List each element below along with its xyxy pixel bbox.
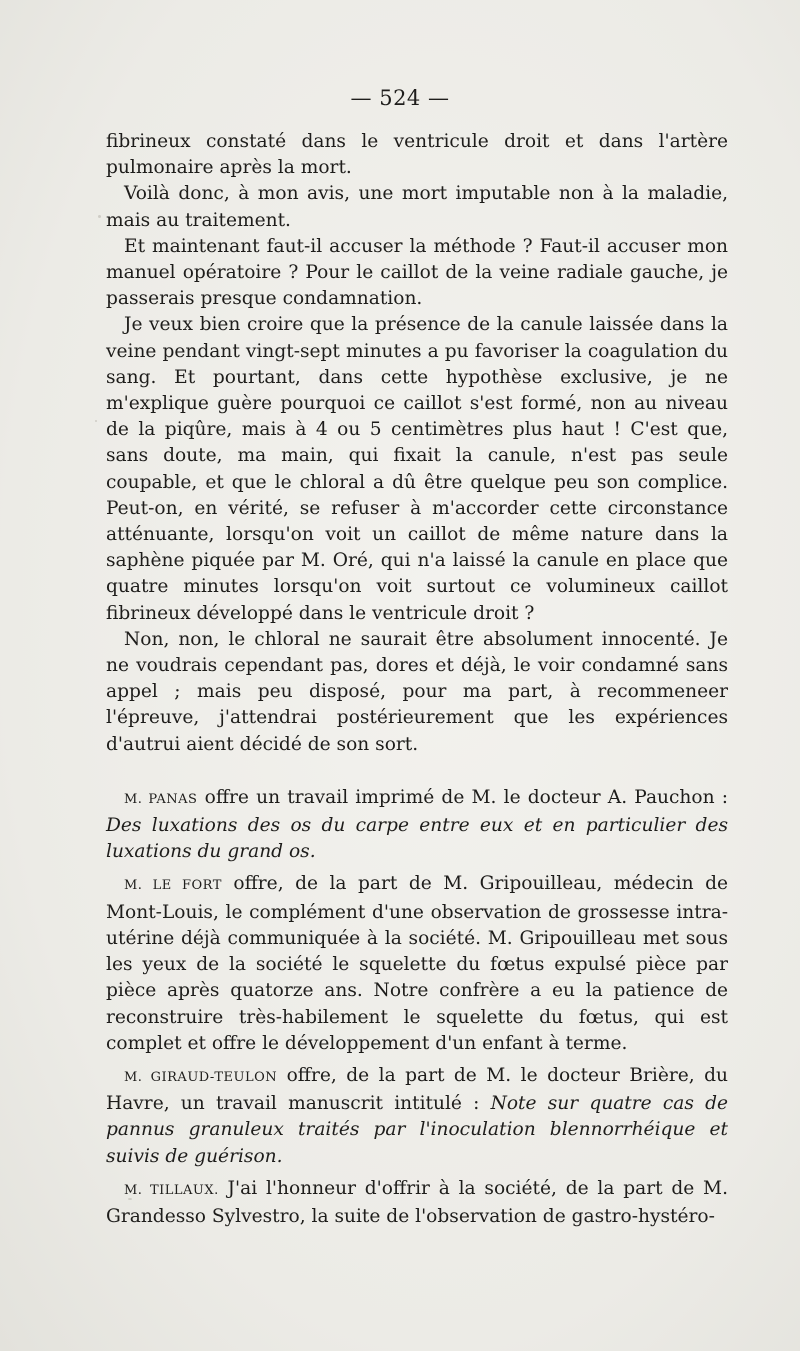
work-title: Note sur quatre cas de pannus granuleux traités par l'inoculation blennorrhéique et suivis de guérison. [106, 1093, 728, 1167]
entry-text: J'ai l'honneur d'offrir à la société, de la part de M. Grandesso Sylvestro, la suite de l'observation de gastro-hystéro- [106, 1177, 728, 1227]
body-text [106, 129, 728, 1230]
paragraph: Voilà donc, à mon avis, une mort imputable non à la maladie, mais au traitement. [106, 183, 728, 231]
paper-speck [98, 215, 101, 218]
entry-giraud-teulon [106, 1063, 728, 1170]
section-gap [106, 758, 728, 785]
entry-panas [106, 785, 728, 866]
entry-text: offre un travail imprimé de M. le docteur A. Pauchon : [197, 786, 728, 808]
page-number: — 524 — [350, 86, 450, 110]
speaker-name: M. TILLAUX. [124, 1182, 219, 1198]
paper-speck [95, 420, 97, 422]
work-title: Des luxations des os du carpe entre eux et en particulier des luxations du grand os. [106, 815, 728, 863]
speaker-name: M. GIRAUD-TEULON [124, 1069, 278, 1085]
paragraph: Non, non, le chloral ne saurait être absolument innocenté. Je ne voudrais cependant pas, dores et déjà, le voir condamné sans appel ; mais peu disposé, pour ma part, à recommeneer l'épreuve, j'attendrai postérieurement que les expériences d'autrui aient décidé de son sort. [106, 628, 728, 755]
entry-tillaux [106, 1176, 728, 1230]
speaker-name: M. LE FORT [124, 878, 222, 894]
entry-le-fort [106, 871, 728, 1056]
paragraph: Je veux bien croire que la présence de la canule laissée dans la veine pendant vingt-sept minutes a pu favoriser la coagulation du sang. Et pourtant, dans cette hypothèse exclusive, je ne m'explique guère pourquoi ce caillot s'est formé, non au niveau de la piqûre, mais à 4 ou 5 centimètres plus haut ! C'est que, sans doute, ma main, qui fixait la canule, n'est pas seule coupable, et que le chloral a dû être quelque peu son complice. Peut-on, en vérité, se refuser à m'accorder cette circonstance atténuante, lorsqu'on voit un caillot de même nature dans la saphène piquée par M. Oré, qui n'a laissé la canule en place que quatre minutes lorsqu'on voit surtout ce volumineux caillot fibrineux développé dans le ventricule droit ? [106, 314, 728, 624]
paragraph-continuation: fibrineux constaté dans le ventricule droit et dans l'artère pulmonaire après la mort. [106, 131, 728, 179]
paragraph: Et maintenant faut-il accuser la méthode ? Faut-il accuser mon manuel opératoire ? Pour le caillot de la veine radiale gauche, je passerais presque condamnation. [106, 235, 728, 310]
entry-text: offre, de la part de M. Gripouilleau, médecin de Mont-Louis, le complément d'une observation de grossesse intra-utérine déjà communiquée à la société. M. Gripouilleau met sous les yeux de la société le squelette du fœtus expulsé pièce par pièce après quatorze ans. Notre confrère a eu la patience de reconstruire très-habilement le squelette du fœtus, qui est complet et offre le développement d'un enfant à terme. [106, 873, 728, 1054]
entry-text: offre, de la part de M. le docteur Brière, du Havre, un travail manuscrit intitulé : [106, 1064, 729, 1115]
speaker-name: M. PANAS [124, 791, 198, 807]
